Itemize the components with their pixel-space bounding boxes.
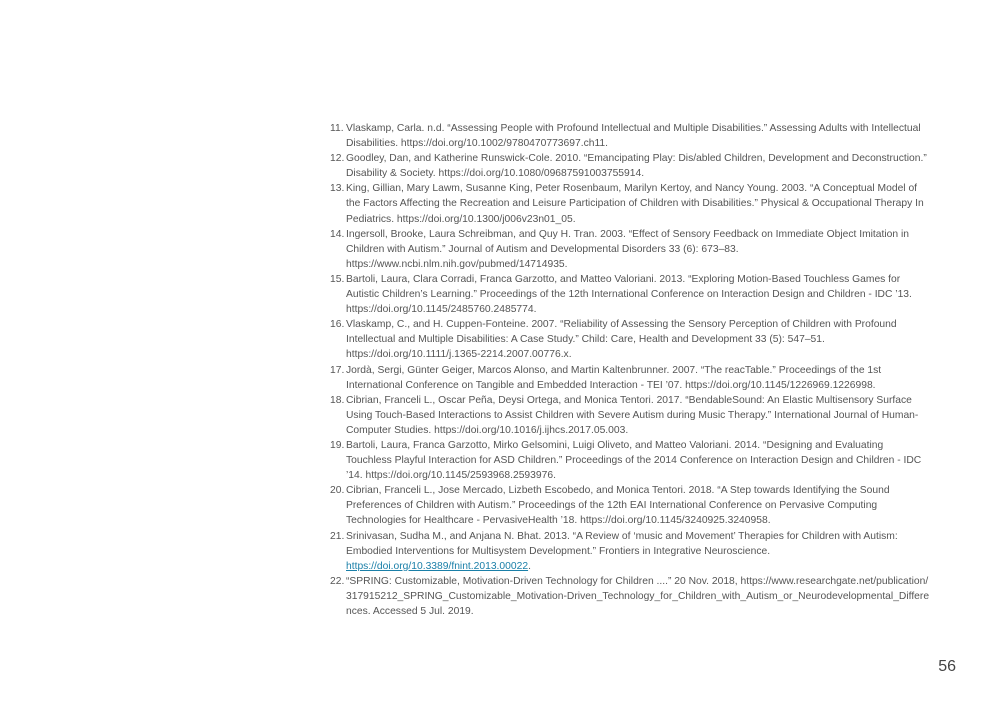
reference-link-tail: .	[528, 560, 531, 572]
reference-number: 13.	[330, 183, 345, 195]
reference-number: 15.	[330, 273, 345, 285]
reference-item-17	[330, 363, 930, 393]
reference-number: 17.	[330, 364, 345, 376]
reference-item-14	[330, 227, 930, 272]
reference-number: 22.	[330, 575, 345, 587]
reference-number: 18.	[330, 394, 345, 406]
reference-number: 11.	[330, 123, 344, 134]
reference-item-13	[330, 181, 930, 226]
reference-text: “SPRING: Customizable, Motivation-Driven Technology for Children ....” 20 Nov. 2018, https://www.researchgate.net/publication/317915212_SPRING_Customizable_Motivation-Driven_Technology_for_Children_with_Autism_or_Neurodevelopmental_Differences. Accessed 5 Jul. 2019.	[346, 575, 930, 617]
reference-text: Vlaskamp, C., and H. Cuppen-Fonteine. 2007. “Reliability of Assessing the Sensory Perception of Children with Profound Intellectual and Multiple Disabilities: A Case Study.” Child: Care, Health and Development 33 (5): 547–51. https://doi.org/10.1111/j.1365-2214.2007.00776.x.	[346, 319, 897, 361]
reference-text: Bartoli, Laura, Clara Corradi, Franca Garzotto, and Matteo Valoriani. 2013. “Exploring Motion-Based Touchless Games for Autistic Children’s Learning.” Proceedings of the 12th International Conference on Interaction Design and Children - IDC ’13. https://doi.org/10.1145/2485760.2485774.	[346, 273, 912, 316]
reference-text: Srinivasan, Sudha M., and Anjana N. Bhat. 2013. “A Review of ‘music and Movement’ Therapies for Children with Autism: Embodied Interventions for Multisystem Development.” Frontiers in Integrative Neuroscience.	[346, 530, 898, 557]
reference-item-12	[330, 151, 930, 181]
reference-text: Jordà, Sergi, Günter Geiger, Marcos Alonso, and Martin Kaltenbrunner. 2007. “The reacTable.” Proceedings of the 1st International Conference on Tangible and Embedded Interaction - TEI ’07. https://doi.org/10.1145/1226969.1226998.	[346, 364, 882, 391]
reference-item-21	[330, 529, 930, 574]
reference-number: 21.	[330, 530, 345, 542]
reference-text: King, Gillian, Mary Lawm, Susanne King, Peter Rosenbaum, Marilyn Kertoy, and Nancy Young. 2003. “A Conceptual Model of the Factors Affecting the Recreation and Leisure Participation of Children with Disabilities.” Physical & Occupational Therapy In Pediatrics. https://doi.org/10.1300/j006v23n01_05.	[346, 183, 924, 225]
reference-item-18	[330, 393, 930, 438]
reference-item-19	[330, 438, 930, 483]
reference-number: 20.	[330, 485, 345, 497]
reference-text: Bartoli, Laura, Franca Garzotto, Mirko Gelsomini, Luigi Oliveto, and Matteo Valoriani. 2014. “Designing and Evaluating Touchless Playful Interaction for ASD Children.” Proceedings of the 2014 Conference on Interaction Design and Children - IDC ’14. https://doi.org/10.1145/2593968.2593976.	[346, 439, 922, 482]
reference-text: Cibrian, Franceli L., Jose Mercado, Lizbeth Escobedo, and Monica Tentori. 2018. “A Step towards Identifying the Sound Preferences of Children with Autism.” Proceedings of the 12th EAI International Conference on Pervasive Computing Technologies for Healthcare - PervasiveHealth ’18. https://doi.org/10.1145/3240925.3240958.	[346, 485, 890, 527]
reference-text: Goodley, Dan, and Katherine Runswick-Cole. 2010. “Emancipating Play: Dis/abled Children, Development and Deconstruction.” Disability & Society. https://doi.org/10.1080/09687591003755914.	[346, 153, 927, 180]
page-number: 56	[938, 658, 956, 675]
reference-item-22	[330, 574, 930, 619]
reference-text: Ingersoll, Brooke, Laura Schreibman, and Quy H. Tran. 2003. “Effect of Sensory Feedback on Immediate Object Imitation in Children with Autism.” Journal of Autism and Developmental Disorders 33 (6): 673–83. https://www.ncbi.nlm.nih.gov/pubmed/14714935.	[346, 228, 909, 270]
reference-number: 19.	[330, 439, 345, 451]
reference-list	[330, 121, 930, 619]
reference-number: 14.	[330, 228, 345, 240]
reference-number: 12.	[330, 153, 345, 165]
reference-number: 16.	[330, 319, 345, 331]
reference-doi-link[interactable]: https://doi.org/10.3389/fnint.2013.00022	[346, 560, 529, 572]
reference-item-20	[330, 483, 930, 528]
reference-item-11	[330, 121, 930, 151]
reference-text: Cibrian, Franceli L., Oscar Peña, Deysi Ortega, and Monica Tentori. 2017. “BendableSound: An Elastic Multisensory Surface Using Touch-Based Interactions to Assist Children with Severe Autism during Music Therapy.” International Journal of Human-Computer Studies. https://doi.org/10.1016/j.ijhcs.2017.05.003.	[346, 394, 919, 436]
reference-text: Vlaskamp, Carla. n.d. “Assessing People with Profound Intellectual and Multiple Disabilities.” Assessing Adults with Intellectual Disabilities. https://doi.org/10.1002/9780470773697.ch11.	[346, 123, 921, 150]
reference-item-16	[330, 317, 930, 362]
reference-text-container	[346, 529, 930, 574]
reference-item-15	[330, 272, 930, 317]
